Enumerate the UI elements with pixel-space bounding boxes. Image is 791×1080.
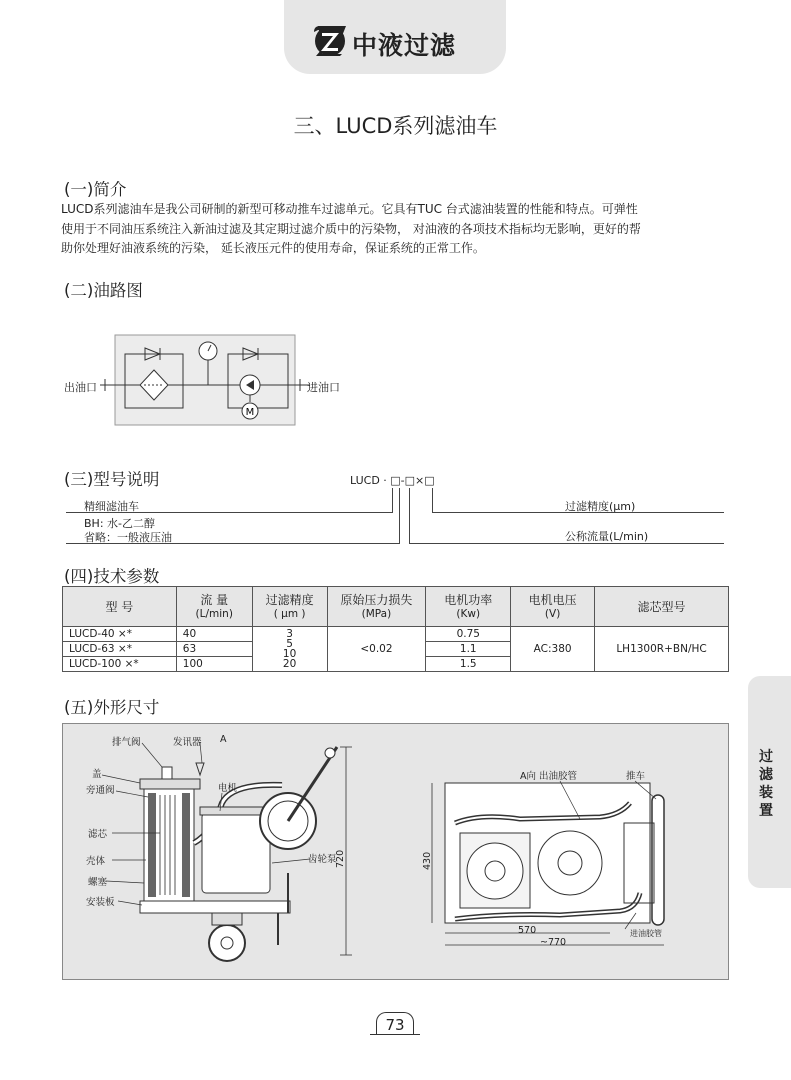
intro-title: (一)简介 <box>64 180 127 199</box>
dim-label: ~770 <box>540 937 567 948</box>
dim-label: 720 <box>335 849 346 868</box>
model-cell: LUCD-63 ×* <box>63 642 177 657</box>
power-cell: 0.75 <box>426 627 511 642</box>
model-line <box>409 543 724 544</box>
power-cell: 1.1 <box>426 642 511 657</box>
dim-label: 滤芯 <box>88 829 108 840</box>
inlet-label: 进油口 <box>307 381 340 394</box>
page-number-baseline <box>370 1034 420 1035</box>
model-item: 精细滤油车 <box>84 500 139 513</box>
model-cell: LUCD-40 ×* <box>63 627 177 642</box>
flow-cell: 40 <box>176 627 252 642</box>
model-item: 公称流量(L/min) <box>565 530 649 543</box>
precision-cell: 3 5 10 20 <box>252 627 327 672</box>
outlet-label: 出油口 <box>64 381 97 394</box>
intro-line: 使用于不同油压系统注入新油过滤及其定期过滤介质中的污染物， 对油液的各项技术指标均无影响，更好的帮 <box>61 221 641 236</box>
col-header: 电机电压 (V) <box>511 587 595 627</box>
model-line <box>399 488 400 543</box>
col-header: 过滤精度 ( μm ) <box>252 587 327 627</box>
model-item: 省略：一般液压油 <box>84 531 172 544</box>
circuit-title: (二)油路图 <box>64 281 143 300</box>
col-header: 电机功率 (Kw) <box>426 587 511 627</box>
dimensions-title: (五)外形尺寸 <box>64 698 160 717</box>
dim-label: A向 出油胶管 <box>520 771 578 782</box>
intro-line: LUCD系列滤油车是我公司研制的新型可移动推车过滤单元。它具有TUC 台式滤油装置的性能和特点。可弹性 <box>61 202 638 216</box>
model-line <box>66 512 393 513</box>
dim-label: 盖 <box>92 769 102 780</box>
model-title: (三)型号说明 <box>64 470 160 489</box>
dim-label: 发讯器 <box>173 737 202 748</box>
specs-table <box>62 586 729 672</box>
dim-label: 壳体 <box>86 856 106 867</box>
page-title: 三、LUCD系列滤油车 <box>293 114 498 138</box>
dim-label: 430 <box>422 851 433 870</box>
dim-label: 进油胶管 <box>630 929 662 938</box>
dim-label: 安装板 <box>86 897 115 908</box>
col-header: 流 量 (L/min) <box>176 587 252 627</box>
power-cell: 1.5 <box>426 657 511 672</box>
col-header: 型 号 <box>63 587 177 627</box>
dim-label: 旁通阀 <box>86 785 115 796</box>
page-number: 73 <box>376 1012 414 1035</box>
table-header-row <box>63 587 729 627</box>
model-code: LUCD · □-□×□ <box>350 474 435 487</box>
dim-label: 螺塞 <box>88 877 108 888</box>
pressure-loss-cell: <0.02 <box>327 627 426 672</box>
brand-name: 中液过滤 <box>352 31 457 60</box>
dim-label: A <box>220 734 227 745</box>
dim-label: 电机 <box>218 783 238 794</box>
motor-label: M <box>245 407 255 418</box>
model-cell: LUCD-100 ×* <box>63 657 177 672</box>
flow-cell: 63 <box>176 642 252 657</box>
table-row <box>63 627 729 642</box>
model-line <box>392 488 393 512</box>
dim-label: 排气阀 <box>112 737 141 748</box>
model-item: BH: 水-乙二醇 <box>84 517 155 530</box>
col-header: 滤芯型号 <box>595 587 729 627</box>
oil-circuit-diagram <box>100 330 310 430</box>
model-item: 过滤精度(μm) <box>565 500 636 513</box>
dim-label: 齿轮泵 <box>308 854 337 865</box>
model-line <box>66 543 400 544</box>
voltage-cell: AC:380 <box>511 627 595 672</box>
model-line <box>432 512 724 513</box>
dim-label: 570 <box>518 925 537 936</box>
model-line <box>432 488 433 512</box>
brand-logo-icon <box>312 24 348 58</box>
specs-title: (四)技术参数 <box>64 567 160 586</box>
intro-text <box>61 200 729 259</box>
col-header: 原始压力损失 (MPa) <box>327 587 426 627</box>
dim-label: 推车 <box>626 771 646 782</box>
flow-cell: 100 <box>176 657 252 672</box>
model-line <box>409 488 410 543</box>
intro-line: 助你处理好油液系统的污染， 延长液压元件的使用寿命，保证系统的正常工作。 <box>61 241 485 255</box>
side-tab-label: 过滤装置 <box>759 749 773 819</box>
element-cell: LH1300R+BN/HC <box>595 627 729 672</box>
